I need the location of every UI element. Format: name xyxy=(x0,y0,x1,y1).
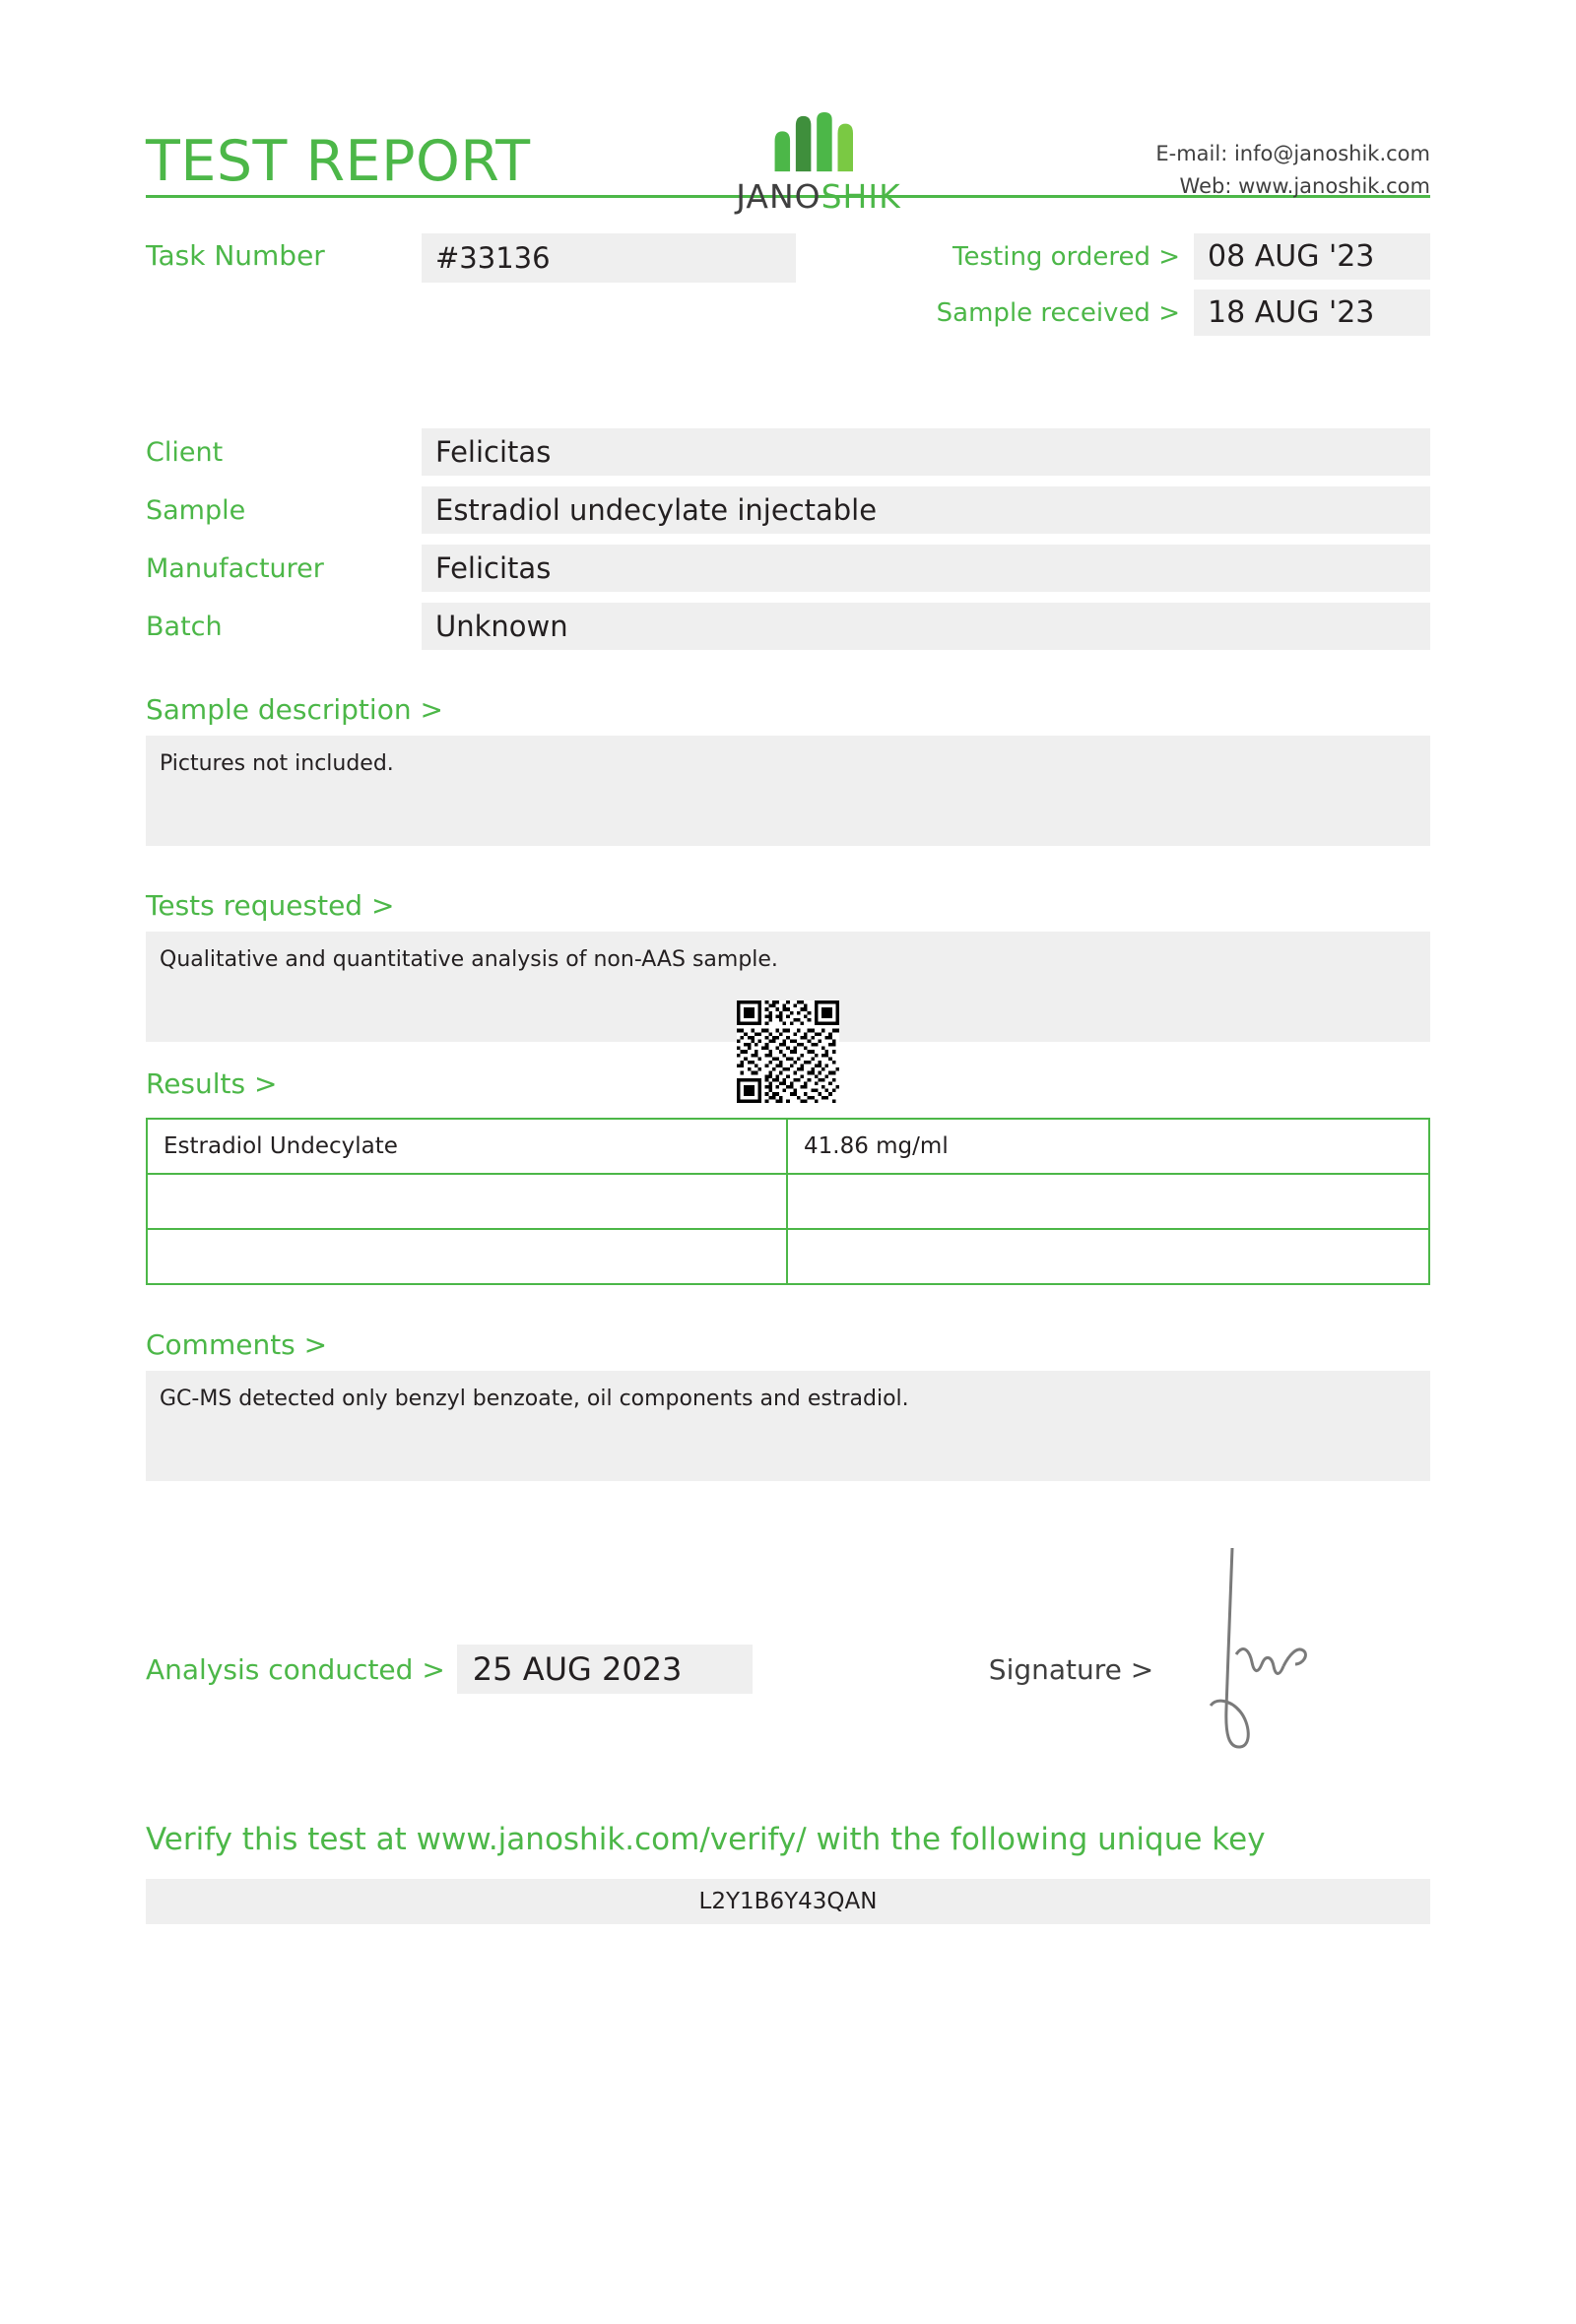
info-row-batch xyxy=(146,603,1430,650)
task-number-value: #33136 xyxy=(422,233,796,283)
logo-word-jano: JANO xyxy=(736,177,821,216)
sample-value: Estradiol undecylate injectable xyxy=(422,486,1430,534)
logo-mountain-icon xyxy=(761,112,876,173)
manufacturer-label: Manufacturer xyxy=(146,552,324,584)
info-block xyxy=(146,428,1430,650)
qr-code-icon xyxy=(737,1001,839,1103)
signature-label: Signature > xyxy=(988,1652,1154,1686)
janoshik-logo xyxy=(671,112,966,216)
contact-web: Web: www.janoshik.com xyxy=(1179,173,1430,198)
result-name-0: Estradiol Undecylate xyxy=(147,1119,787,1174)
logo-word-shik: SHIK xyxy=(821,177,901,216)
testing-ordered-label: Testing ordered > xyxy=(952,241,1180,272)
page-title: TEST REPORT xyxy=(146,129,531,194)
footer-row xyxy=(146,1576,1430,1763)
results-table xyxy=(146,1118,1430,1285)
info-row-manufacturer xyxy=(146,545,1430,592)
sample-received-label: Sample received > xyxy=(936,297,1180,328)
tests-requested-title: Tests requested > xyxy=(146,889,395,922)
sample-label: Sample xyxy=(146,494,246,526)
result-value-1 xyxy=(787,1174,1429,1229)
task-number-label: Task Number xyxy=(146,239,325,272)
client-value: Felicitas xyxy=(422,428,1430,476)
table-row xyxy=(147,1119,1429,1174)
result-value-2 xyxy=(787,1229,1429,1284)
report-header xyxy=(146,0,1430,216)
table-row xyxy=(147,1229,1429,1284)
contact-info xyxy=(1155,138,1430,202)
result-value-0: 41.86 mg/ml xyxy=(787,1119,1429,1174)
result-name-2 xyxy=(147,1229,787,1284)
signature-image xyxy=(1193,1536,1341,1763)
manufacturer-value: Felicitas xyxy=(422,545,1430,592)
info-row-client xyxy=(146,428,1430,476)
comments-box: GC-MS detected only benzyl benzoate, oil components and estradiol. xyxy=(146,1371,1430,1481)
sample-received-row xyxy=(937,290,1430,336)
analysis-conducted-label: Analysis conducted > xyxy=(146,1652,445,1686)
logo-wordmark xyxy=(671,177,966,216)
info-row-sample xyxy=(146,486,1430,534)
tests-requested-box: Qualitative and quantitative analysis of non-AAS sample. xyxy=(146,932,1430,1042)
verify-text: Verify this test at www.janoshik.com/verify/ with the following unique key xyxy=(146,1822,1266,1857)
batch-value: Unknown xyxy=(422,603,1430,650)
table-row xyxy=(147,1174,1429,1229)
testing-ordered-value: 08 AUG '23 xyxy=(1194,233,1430,280)
sample-description-box: Pictures not included. xyxy=(146,736,1430,846)
results-title: Results > xyxy=(146,1067,278,1100)
dates-block xyxy=(937,233,1430,346)
results-header xyxy=(146,1042,1430,1110)
result-name-1 xyxy=(147,1174,787,1229)
sample-description-title: Sample description > xyxy=(146,693,443,726)
contact-email: E-mail: info@janoshik.com xyxy=(1155,142,1430,165)
comments-title: Comments > xyxy=(146,1328,328,1361)
client-label: Client xyxy=(146,436,224,468)
task-row xyxy=(146,233,1430,346)
unique-key: L2Y1B6Y43QAN xyxy=(146,1879,1430,1924)
batch-label: Batch xyxy=(146,611,223,642)
testing-ordered-row xyxy=(937,233,1430,280)
analysis-conducted-value: 25 AUG 2023 xyxy=(457,1645,753,1694)
sample-received-value: 18 AUG '23 xyxy=(1194,290,1430,336)
